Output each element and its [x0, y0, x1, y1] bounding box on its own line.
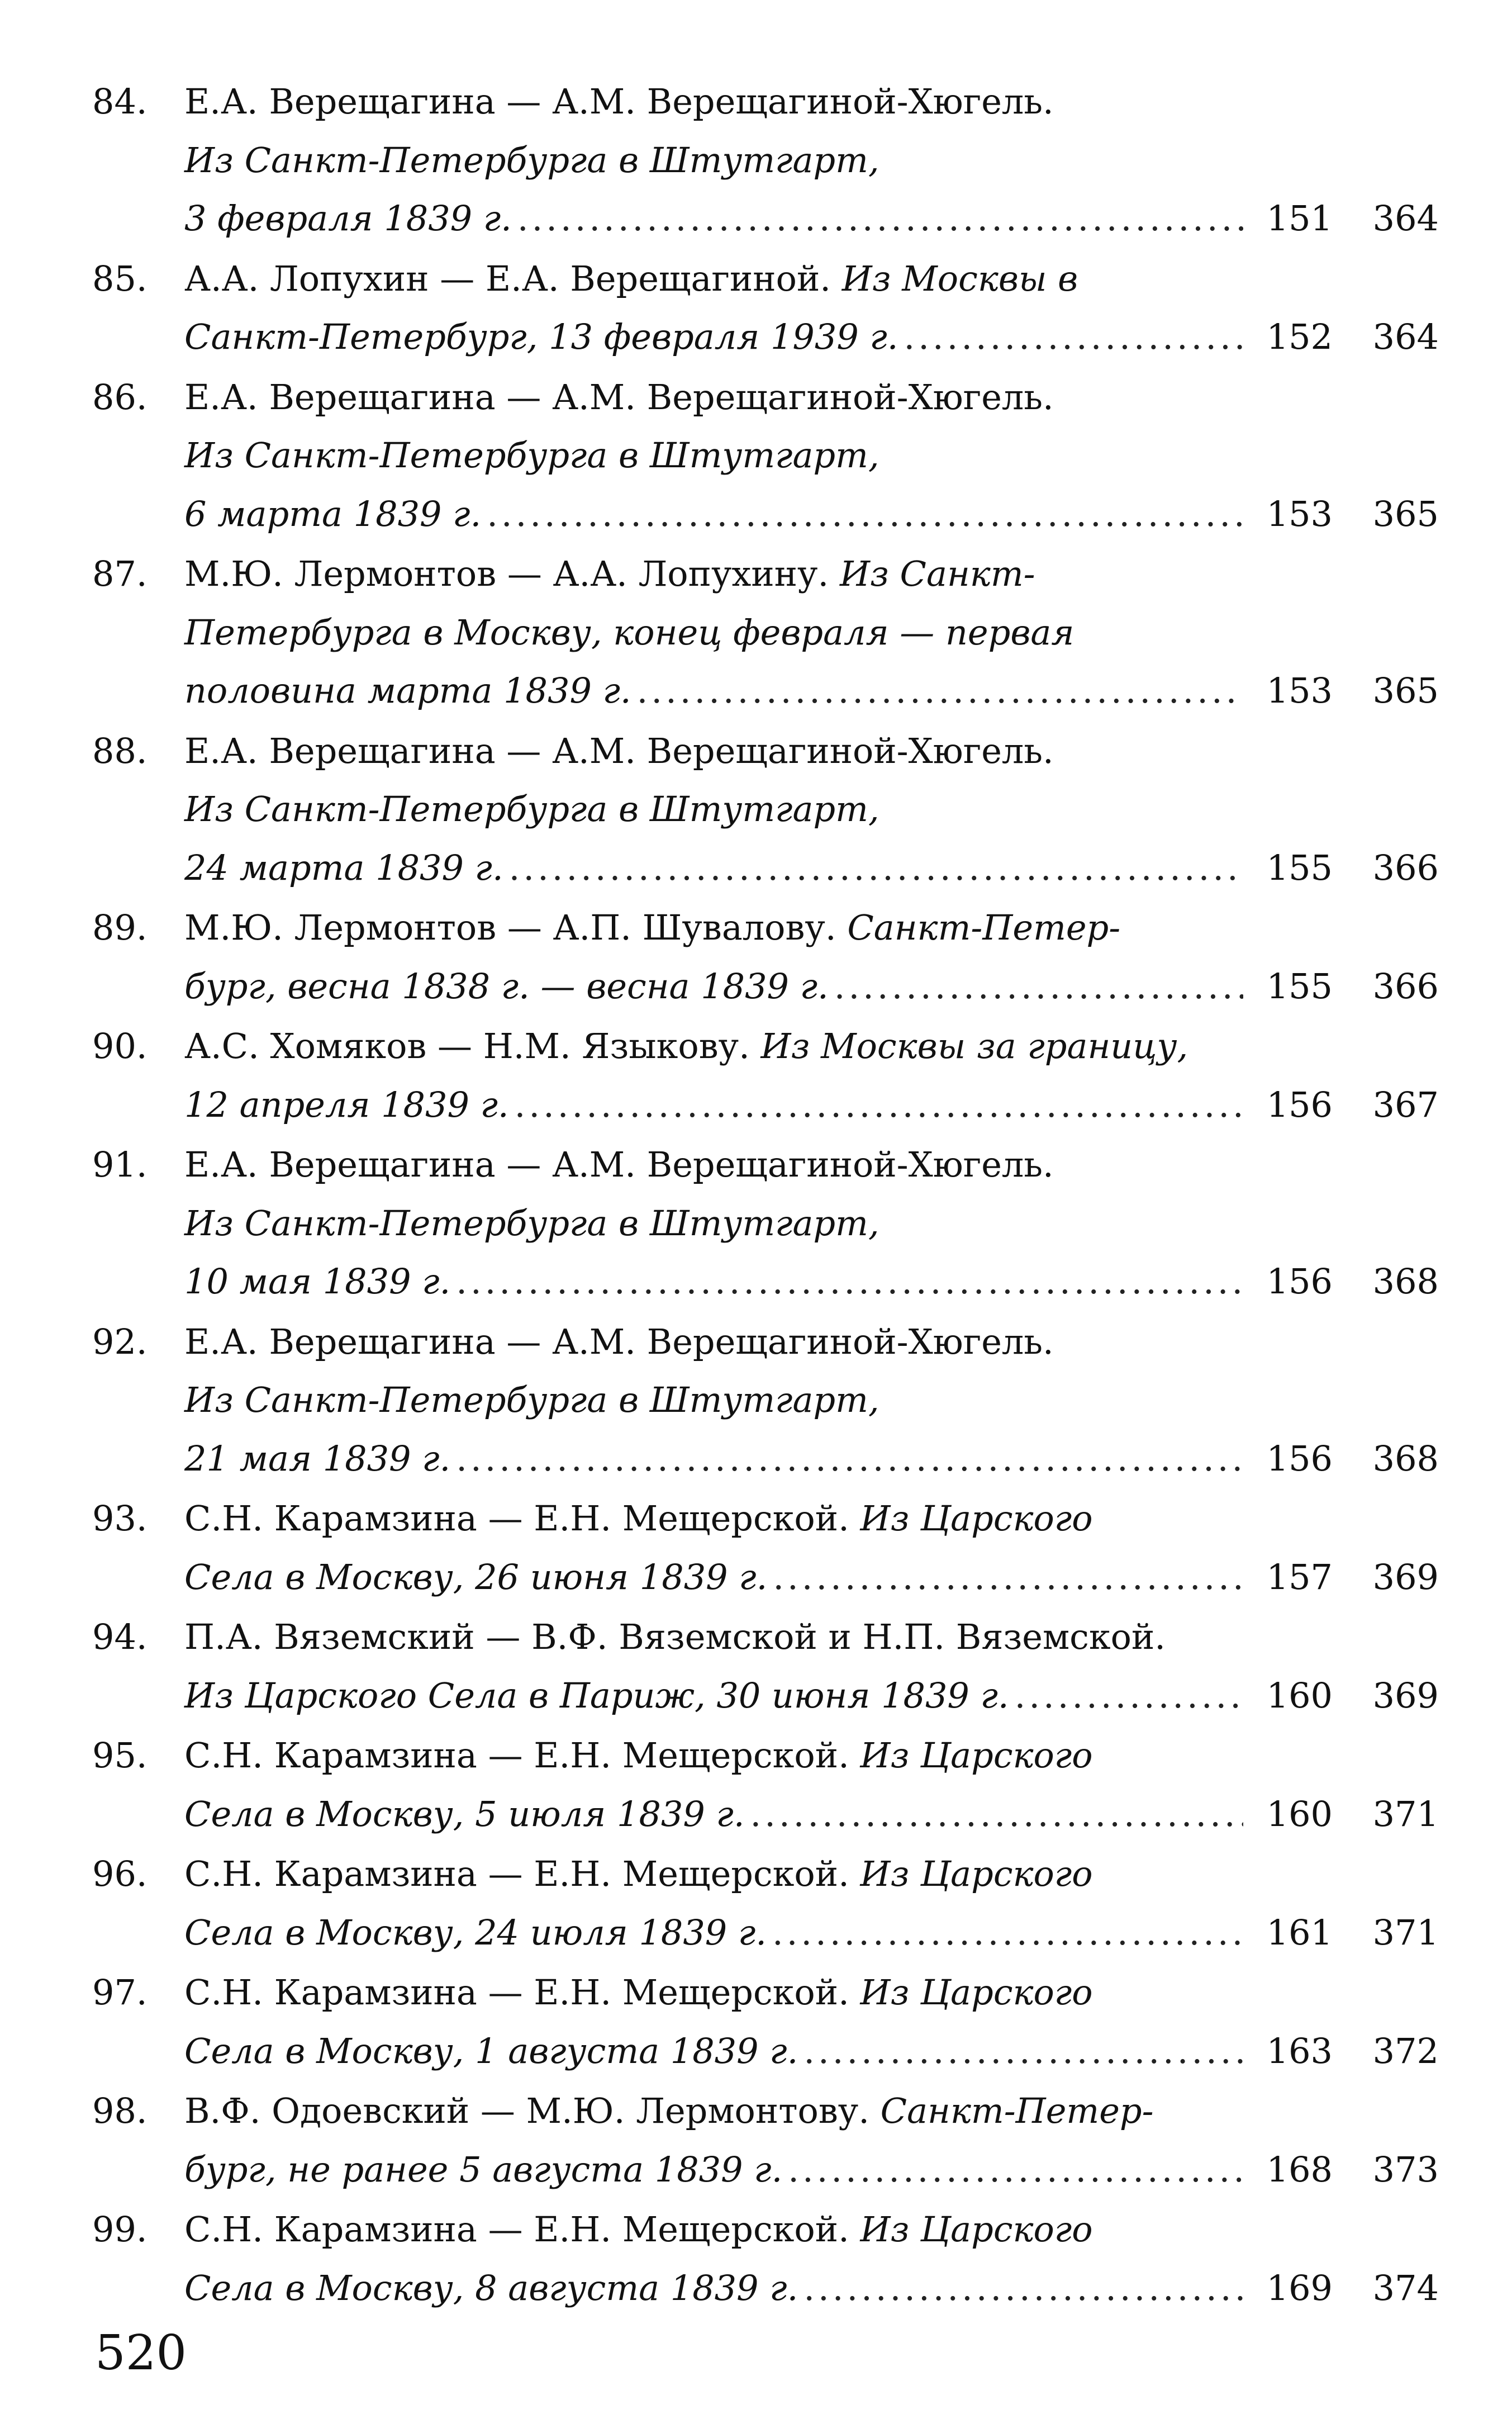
- entry-correspondents: Е.А. Верещагина — А.М. Верещагиной-Хюгель.: [184, 730, 1054, 771]
- commentary-page-number: 372: [1372, 2030, 1439, 2071]
- entry-date-text: 12 апреля 1839 г.: [184, 1084, 509, 1125]
- toc-entry-last-line: [92, 1667, 1439, 1725]
- entry-place-start: Из Царского: [860, 1972, 1093, 2013]
- entry-place-text: Из Санкт-Петербурга в Штутгарт,: [184, 139, 879, 181]
- entry-heading: [184, 899, 1439, 957]
- toc-entry-last-line: [92, 1548, 1439, 1607]
- entry-place-start: Из Москвы за границу,: [760, 1026, 1188, 1066]
- entry-number: 84.: [92, 81, 148, 122]
- entry-correspondents: П.А. Вяземский — В.Ф. Вяземской и Н.П. Вяземской.: [184, 1616, 1166, 1657]
- entry-number: 99.: [92, 2209, 148, 2250]
- entry-leader-row: [184, 1076, 1439, 1135]
- toc-entry-continuation-line: [92, 780, 1439, 839]
- entry-leader-row: [184, 189, 1439, 248]
- entry-date-text: бург, не ранее 5 августа 1839 г.: [184, 2149, 783, 2190]
- entry-number: 94.: [92, 1616, 148, 1657]
- toc-entry-heading-line: [92, 368, 1439, 427]
- entry-number: 85.: [92, 258, 148, 299]
- entry-date-text: половина марта 1839 г.: [184, 670, 631, 711]
- text-page-number: 153: [1266, 670, 1333, 711]
- entry-leader-row: [184, 1785, 1439, 1844]
- toc-entry-heading-line: [92, 1017, 1439, 1076]
- entry-number: 86.: [92, 376, 148, 418]
- entry-date-text: 10 мая 1839 г.: [184, 1261, 451, 1302]
- toc-entry-heading-line: [92, 1964, 1439, 2022]
- entry-heading: [184, 1490, 1439, 1548]
- entry-number: 96.: [92, 1853, 148, 1894]
- entry-number: 88.: [92, 730, 148, 771]
- toc-entry: [92, 1727, 1439, 1843]
- entry-number: 97.: [92, 1972, 148, 2013]
- dot-leader: [834, 957, 1243, 1016]
- entry-date-text: 6 марта 1839 г.: [184, 493, 482, 534]
- entry-heading: [184, 368, 1439, 427]
- text-page-number: 169: [1266, 2267, 1333, 2308]
- commentary-page-number: 368: [1372, 1438, 1439, 1479]
- toc-entry: [92, 545, 1439, 720]
- toc-entry-last-line: [92, 2022, 1439, 2081]
- entry-leader-row: [184, 1548, 1439, 1607]
- entry-correspondents: М.Ю. Лермонтов — А.П. Шувалову.: [184, 907, 836, 948]
- entry-correspondents: Е.А. Верещагина — А.М. Верещагиной-Хюгель.: [184, 1321, 1054, 1362]
- entry-place-text: Из Санкт-Петербурга в Штутгарт,: [184, 435, 879, 476]
- toc-entry: [92, 722, 1439, 898]
- entry-place-text: Петербурга в Москву, конец февраля — первая: [184, 611, 1074, 653]
- text-page-number: 155: [1266, 965, 1333, 1007]
- entry-place-start: Санкт-Петер-: [880, 2090, 1154, 2131]
- toc-entry-heading-line: [92, 899, 1439, 957]
- entry-place-text: Из Санкт-Петербурга в Штутгарт,: [184, 1202, 879, 1244]
- entry-date-text: Санкт-Петербург, 13 февраля 1939 г.: [184, 316, 898, 357]
- entry-correspondents: М.Ю. Лермонтов — А.А. Лопухину.: [184, 553, 829, 594]
- entry-correspondents: Е.А. Верещагина — А.М. Верещагиной-Хюгель.: [184, 376, 1054, 418]
- toc-entry: [92, 1490, 1439, 1606]
- entry-place-start: Из Царского: [860, 1735, 1093, 1776]
- text-page-number: 156: [1266, 1261, 1333, 1302]
- entry-number: 93.: [92, 1498, 148, 1539]
- dot-leader: [637, 662, 1243, 720]
- entry-place-start: Из Царского: [860, 1853, 1093, 1894]
- toc-entry: [92, 1136, 1439, 1311]
- entry-leader-row: [184, 662, 1439, 720]
- toc-entry-heading-line: [92, 1136, 1439, 1194]
- entry-heading: [184, 722, 1439, 781]
- commentary-page-number: 365: [1372, 670, 1439, 711]
- toc-entry: [92, 73, 1439, 248]
- dot-leader: [803, 2259, 1243, 2318]
- commentary-page-number: 365: [1372, 493, 1439, 534]
- entry-number: 92.: [92, 1321, 148, 1362]
- toc-entry-heading-line: [92, 1608, 1439, 1667]
- entry-place-start: Из Санкт-: [839, 553, 1035, 594]
- entry-correspondents: Е.А. Верещагина — А.М. Верещагиной-Хюгель.: [184, 81, 1054, 122]
- commentary-page-number: 373: [1372, 2149, 1439, 2190]
- toc-entry: [92, 1608, 1439, 1725]
- entry-leader-row: [184, 2259, 1439, 2318]
- toc-entry-heading-line: [92, 1490, 1439, 1548]
- commentary-page-number: 366: [1372, 847, 1439, 888]
- text-page-number: 161: [1266, 1912, 1333, 1953]
- toc-entry: [92, 1845, 1439, 1962]
- entry-leader-row: [184, 1667, 1439, 1725]
- toc-entry-last-line: [92, 1785, 1439, 1844]
- entry-heading: [184, 1017, 1439, 1076]
- dot-leader: [487, 485, 1243, 544]
- entry-correspondents: А.А. Лопухин — Е.А. Верещагиной.: [184, 258, 831, 299]
- entry-number: 95.: [92, 1735, 148, 1776]
- entry-correspondents: А.С. Хомяков — Н.М. Языкову.: [184, 1026, 750, 1066]
- commentary-page-number: 371: [1372, 1793, 1439, 1834]
- dot-leader: [750, 1785, 1243, 1844]
- entry-correspondents: С.Н. Карамзина — Е.Н. Мещерской.: [184, 1853, 849, 1894]
- toc-entry-heading-line: [92, 2200, 1439, 2259]
- entry-heading: [184, 1964, 1439, 2022]
- text-page-number: 152: [1266, 316, 1333, 357]
- commentary-page-number: 369: [1372, 1675, 1439, 1716]
- dot-leader: [456, 1430, 1243, 1488]
- entry-place-start: Из Царского: [860, 1498, 1093, 1539]
- entry-heading: [184, 1845, 1439, 1904]
- entry-date-text: Села в Москву, 8 августа 1839 г.: [184, 2267, 798, 2308]
- entry-number: 90.: [92, 1026, 148, 1066]
- entry-place-start: Санкт-Петер-: [847, 907, 1121, 948]
- entry-correspondents: С.Н. Карамзина — Е.Н. Мещерской.: [184, 1972, 849, 2013]
- entry-number: 98.: [92, 2090, 148, 2131]
- toc-entry-last-line: [92, 1253, 1439, 1311]
- toc-entry-last-line: [92, 1904, 1439, 1962]
- toc-entry: [92, 2082, 1439, 2199]
- entry-number: 89.: [92, 907, 148, 948]
- entry-heading: [184, 2082, 1439, 2141]
- commentary-page-number: 364: [1372, 316, 1439, 357]
- dot-leader: [517, 189, 1243, 248]
- toc-entry-last-line: [92, 662, 1439, 720]
- toc-entry-heading-line: [92, 1313, 1439, 1372]
- entry-date-text: 24 марта 1839 г.: [184, 847, 503, 888]
- text-page-number: 156: [1266, 1084, 1333, 1125]
- entry-heading: [184, 250, 1439, 309]
- entry-place-text: Из Санкт-Петербурга в Штутгарт,: [184, 1379, 879, 1420]
- entry-leader-row: [184, 957, 1439, 1016]
- text-page-number: 160: [1266, 1793, 1333, 1834]
- text-page-number: 153: [1266, 493, 1333, 534]
- toc-entry-continuation-line: [92, 426, 1439, 485]
- toc-entry-continuation-line: [92, 1371, 1439, 1430]
- entry-heading: [184, 73, 1439, 131]
- entry-date-text: Села в Москву, 24 июля 1839 г.: [184, 1912, 767, 1953]
- text-page-number: 168: [1266, 2149, 1333, 2190]
- text-page-number: 151: [1266, 198, 1333, 239]
- entry-correspondents: В.Ф. Одоевский — М.Ю. Лермонтову.: [184, 2090, 869, 2131]
- toc-entry-heading-line: [92, 1845, 1439, 1904]
- toc-entry-heading-line: [92, 250, 1439, 309]
- entry-heading: [184, 1313, 1439, 1372]
- entry-leader-row: [184, 308, 1439, 367]
- toc-entry: [92, 2200, 1439, 2317]
- entry-heading: [184, 545, 1439, 604]
- toc-entry-heading-line: [92, 722, 1439, 781]
- entry-heading: [184, 1727, 1439, 1785]
- entry-correspondents: С.Н. Карамзина — Е.Н. Мещерской.: [184, 1735, 849, 1776]
- commentary-page-number: 371: [1372, 1912, 1439, 1953]
- commentary-page-number: 364: [1372, 198, 1439, 239]
- entry-leader-row: [184, 485, 1439, 544]
- toc-entry: [92, 1964, 1439, 2080]
- dot-leader: [803, 2022, 1243, 2081]
- toc-entry: [92, 250, 1439, 367]
- dot-leader: [773, 1548, 1243, 1607]
- toc-entry: [92, 1017, 1439, 1134]
- entry-correspondents: С.Н. Карамзина — Е.Н. Мещерской.: [184, 1498, 849, 1539]
- commentary-page-number: 366: [1372, 965, 1439, 1007]
- commentary-page-number: 367: [1372, 1084, 1439, 1125]
- toc-entry-last-line: [92, 1430, 1439, 1488]
- toc-entry-last-line: [92, 839, 1439, 898]
- commentary-page-number: 374: [1372, 2267, 1439, 2308]
- toc-entry-heading-line: [92, 1727, 1439, 1785]
- toc-entry-heading-line: [92, 545, 1439, 604]
- entry-correspondents: Е.А. Верещагина — А.М. Верещагиной-Хюгель.: [184, 1144, 1054, 1185]
- entry-leader-row: [184, 839, 1439, 898]
- entry-leader-row: [184, 2141, 1439, 2199]
- text-page-number: 160: [1266, 1675, 1333, 1716]
- toc-entry-continuation-line: [92, 1194, 1439, 1253]
- entry-number: 91.: [92, 1144, 148, 1185]
- entry-heading: [184, 1608, 1439, 1667]
- entry-place-start: Из Москвы в: [841, 258, 1078, 299]
- toc-entry-last-line: [92, 2141, 1439, 2199]
- entry-leader-row: [184, 1253, 1439, 1311]
- entry-date-text: Из Царского Села в Париж, 30 июня 1839 г.: [184, 1675, 1009, 1716]
- toc-entry-last-line: [92, 189, 1439, 248]
- entry-number: 87.: [92, 553, 148, 594]
- entry-leader-row: [184, 1430, 1439, 1488]
- entry-heading: [184, 2200, 1439, 2259]
- entry-date-text: Села в Москву, 26 июня 1839 г.: [184, 1556, 768, 1597]
- entry-date-text: бург, весна 1838 г. — весна 1839 г.: [184, 965, 829, 1007]
- entry-heading: [184, 1136, 1439, 1194]
- entry-leader-row: [184, 1904, 1439, 1962]
- commentary-page-number: 369: [1372, 1556, 1439, 1597]
- toc-entry-continuation-line: [92, 131, 1439, 190]
- commentary-page-number: 368: [1372, 1261, 1439, 1302]
- toc-entry-heading-line: [92, 73, 1439, 131]
- dot-leader: [1015, 1667, 1243, 1725]
- toc-entry-continuation-line: [92, 604, 1439, 662]
- text-page-number: 157: [1266, 1556, 1333, 1597]
- dot-leader: [788, 2141, 1243, 2199]
- text-page-number: 155: [1266, 847, 1333, 888]
- entry-place-start: Из Царского: [860, 2209, 1093, 2250]
- dot-leader: [509, 839, 1243, 898]
- toc-entry: [92, 1313, 1439, 1488]
- entry-date-text: 21 мая 1839 г.: [184, 1438, 451, 1479]
- dot-leader: [456, 1253, 1243, 1311]
- entry-place-text: Из Санкт-Петербурга в Штутгарт,: [184, 789, 879, 829]
- entry-correspondents: С.Н. Карамзина — Е.Н. Мещерской.: [184, 2209, 849, 2250]
- toc-entry-last-line: [92, 485, 1439, 544]
- toc-entry-heading-line: [92, 2082, 1439, 2141]
- text-page-number: 156: [1266, 1438, 1333, 1479]
- entry-date-text: Села в Москву, 1 августа 1839 г.: [184, 2030, 798, 2071]
- toc-entry: [92, 368, 1439, 544]
- entry-date-text: Села в Москву, 5 июля 1839 г.: [184, 1793, 745, 1834]
- toc-entry-last-line: [92, 308, 1439, 367]
- entry-leader-row: [184, 2022, 1439, 2081]
- dot-leader: [772, 1904, 1243, 1962]
- dot-leader: [515, 1076, 1243, 1135]
- toc-entry-last-line: [92, 1076, 1439, 1135]
- toc-entry: [92, 899, 1439, 1016]
- toc-entry-last-line: [92, 2259, 1439, 2318]
- dot-leader: [904, 308, 1243, 367]
- table-of-contents: [92, 73, 1439, 2319]
- text-page-number: 163: [1266, 2030, 1333, 2071]
- page-number: 520: [95, 2325, 187, 2381]
- toc-entry-last-line: [92, 957, 1439, 1016]
- entry-date-text: 3 февраля 1839 г.: [184, 198, 512, 239]
